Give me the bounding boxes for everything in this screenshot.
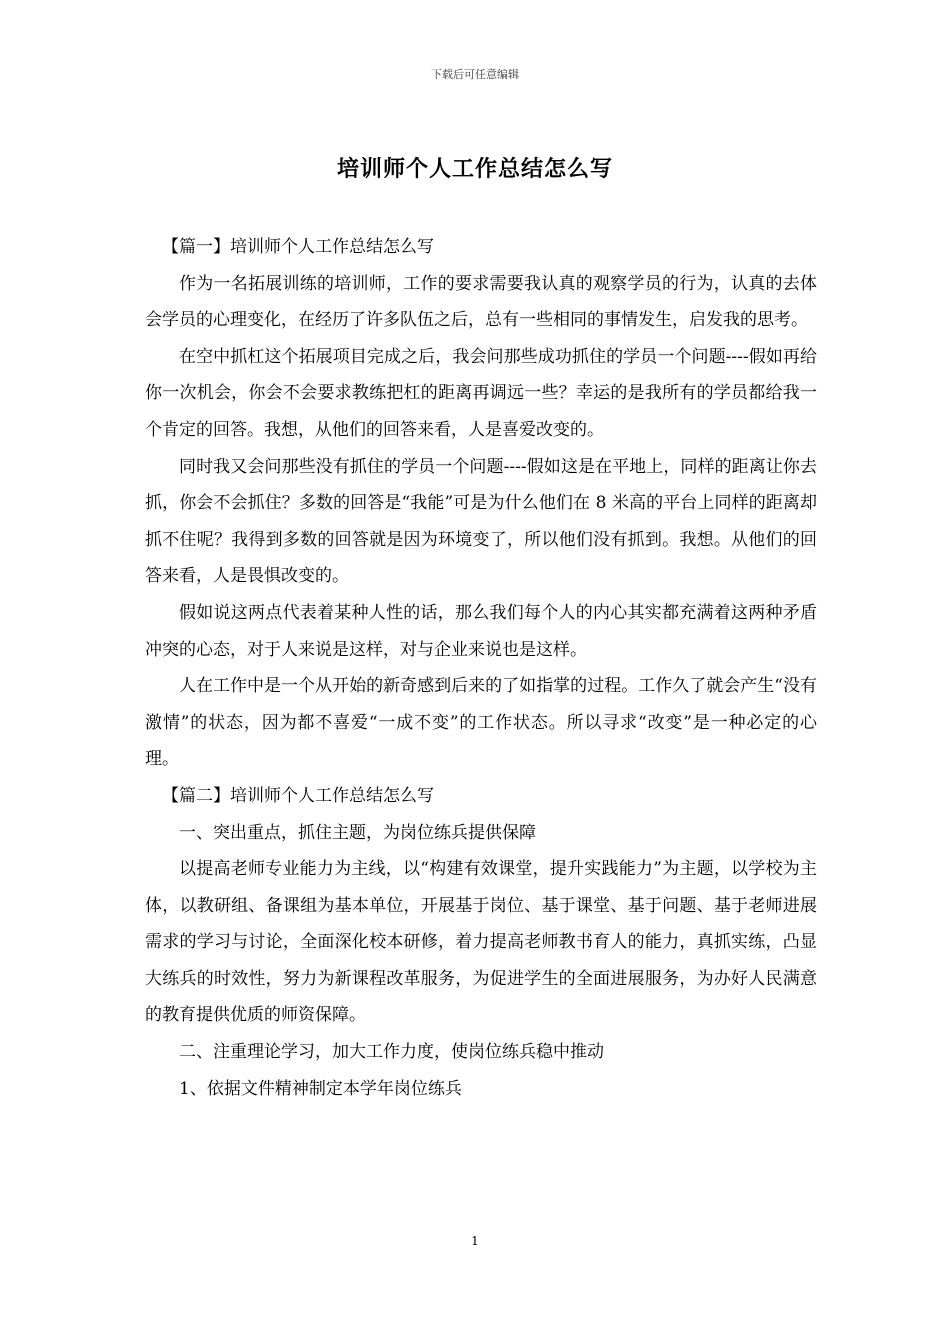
- paragraph: 作为一名拓展训练的培训师，工作的要求需要我认真的观察学员的行为，认真的去体会学员的心理变化，在经历了许多队伍之后，总有一些相同的事情发生，启发我的思考。: [145, 273, 817, 331]
- list-item: 1、依据文件精神制定本学年岗位练兵: [179, 1078, 462, 1099]
- section-heading-1: 【篇一】培训师个人工作总结怎么写: [162, 237, 434, 257]
- subheading: 一、突出重点，抓住主题，为岗位练兵提供保障: [179, 822, 536, 843]
- paragraph: 以提高老师专业能力为主线，以“构建有效课堂，提升实践能力”为主题，以学校为主体，以教研组、备课组为基本单位，开展基于岗位、基于课堂、基于问题、基于老师进展需求的学习与讨论，全面深化校本研修，着力提高老师教书育人的能力，真抓实练，凸显大练兵的时效性，努力为新课程改革服务，为促进学生的全面进展服务，为办好人民满意的教育提供优质的师资保障。: [145, 859, 817, 1026]
- section-heading-2: 【篇二】培训师个人工作总结怎么写: [162, 785, 434, 806]
- page-number: 1: [471, 1234, 479, 1248]
- document-title: 培训师个人工作总结怎么写: [336, 156, 613, 182]
- header-note: 下载后可任意编辑: [431, 68, 519, 81]
- subheading: 二、注重理论学习，加大工作力度，使岗位练兵稳中推动: [179, 1042, 604, 1063]
- paragraph: 在空中抓杠这个拓展项目完成之后，我会问那些成功抓住的学员一个问题----假如再给你一次机会，你会不会要求教练把杠的距离再调远一些？幸运的是我所有的学员都给我一个肯定的回答。我想，从他们的回答来看，人是喜爱改变的。: [145, 346, 817, 440]
- paragraph: 人在工作中是一个从开始的新奇感到后来的了如指掌的过程。工作久了就会产生“没有激情”的状态，因为都不喜爱“一成不变”的工作状态。所以寻求“改变”是一种必定的心理。: [145, 676, 817, 770]
- paragraph: 假如说这两点代表着某种人性的话，那么我们每个人的内心其实都充满着这两种矛盾冲突的心态，对于人来说是这样，对与企业来说也是这样。: [145, 602, 817, 660]
- paragraph: 同时我又会问那些没有抓住的学员一个问题----假如这是在平地上，同样的距离让你去抓，你会不会抓住？多数的回答是“我能”可是为什么他们在 8 米高的平台上同样的距离却抓不住呢？我得到多数的回答就是因为环境变了，所以他们没有抓到。我想。从他们的回答来看，人是畏惧改变的。: [145, 456, 817, 587]
- document-body: [145, 229, 817, 1107]
